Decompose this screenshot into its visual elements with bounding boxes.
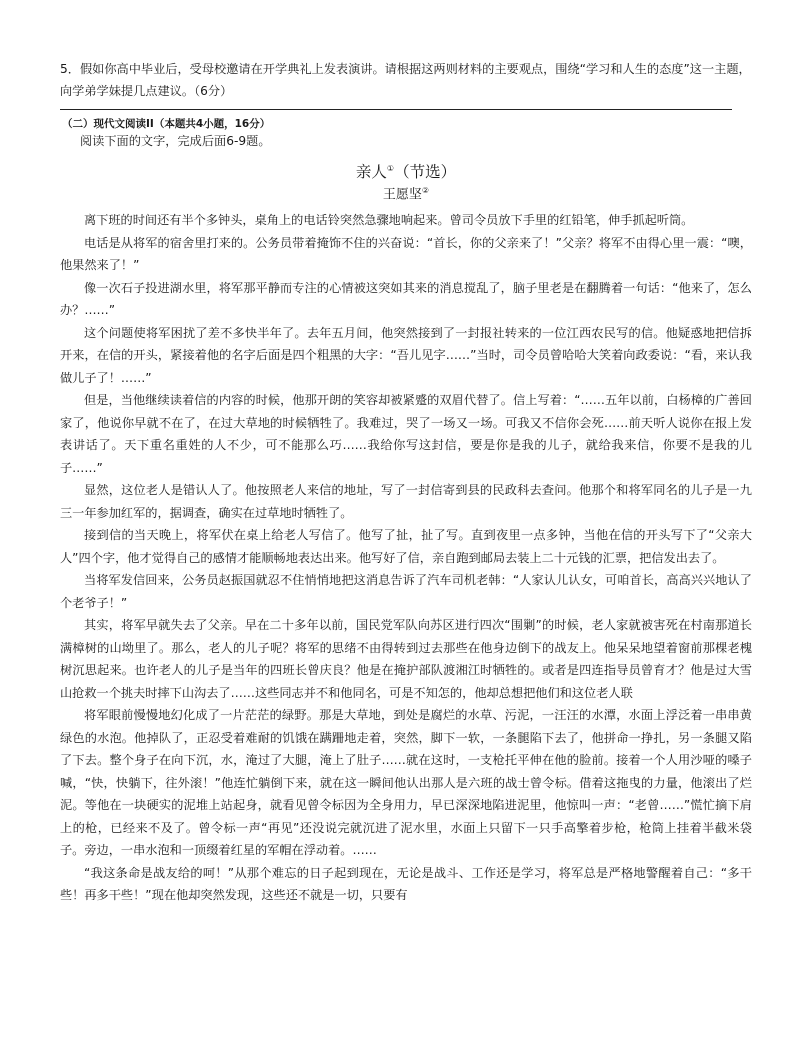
paragraph: 其实，将军早就失去了父亲。早在二十多年以前，国民党军队向苏区进行四次“围剿”的时候，老人家就被害死在村南那道长满樟树的山坳里了。那么，老人的儿子呢？将军的思绪不由得转到过去那些在他身边倒下的战友上。他呆呆地望着窗前那棵老槐树沉思起来。也许老人的儿子是当年的四班长曾庆良？他是在掩护部队渡湘江时牺牲的。或者是四连指导员曾育才？他是过大雪山抢救一个挑夫时摔下山沟去了……这些同志并不和他同名，可是不知怎的，他却总想把他们和这位老人联 <box>60 618 752 700</box>
article-title <box>60 158 752 183</box>
question-5: 5．假如你高中毕业后，受母校邀请在开学典礼上发表演讲。请根据这两则材料的主要观点，围绕“学习和人生的态度”这一主题，向学弟学妹提几点建议。（6分） <box>60 62 751 98</box>
paragraph: 电话是从将军的宿舍里打来的。公务员带着掩饰不住的兴奋说：“首长，你的父亲来了！”父亲？将军不由得心里一震：“噢，他果然来了！” <box>60 235 752 273</box>
paragraph: 离下班的时间还有半个多钟头，桌角上的电话铃突然急骤地响起来。曾司令员放下手里的红铅笔，伸手抓起听筒。 <box>84 213 694 228</box>
author-footnote-marker: ② <box>421 186 430 196</box>
paragraph: 接到信的当天晚上，将军伏在桌上给老人写信了。他写了扯，扯了写。直到夜里一点多钟，当他在信的开头写下了“父亲大人”四个字，他才觉得自己的感情才能顺畅地表达出来。他写好了信，亲自跑到邮局去装上二十元钱的汇票，把信发出去了。 <box>60 528 752 565</box>
article-author <box>60 183 752 203</box>
paragraph: 将军眼前慢慢地幻化成了一片茫茫的绿野。那是大草地，到处是腐烂的水草、污泥，一汪汪的水潭，水面上浮泛着一串串黄绿色的水泡。他掉队了，正忍受着难耐的饥饿在蹒跚地走着，突然，脚下一软，一条腿陷下去了，他拼命一挣扎，另一条腿又陷了下去。整个身子在向下沉，水，淹过了大腿，淹上了肚子……就在这时，一支枪托平伸在他的脸前。接着一个人用沙哑的嗓子喊，“快，快躺下，往外滚！”他连忙躺倒下来，就在这一瞬间他认出那人是六班的战士曾令标。借着这拖曳的力量，他滚出了烂泥。等他在一块硬实的泥堆上站起身，就看见曾令标因为全身用力，早已深深地陷进泥里，他惊叫一声：“老曾……”慌忙摘下肩上的枪，已经来不及了。曾令标一声“再见”还没说完就沉进了泥水里，水面上只留下一只手高擎着步枪，枪筒上挂着半截米袋子。旁边，一串水泡和一顶缀着红星的军帽在浮动着。…… <box>60 708 752 858</box>
paragraph: 显然，这位老人是错认人了。他按照老人来信的地址，写了一封信寄到县的民政科去查问。他那个和将军同名的儿子是一九三一年参加红军的，据调查，确实在过草地时牺牲了。 <box>60 483 752 520</box>
exam-page <box>60 58 752 907</box>
section-title: （二）现代文阅读II（本题共4小题，16分） <box>62 118 271 130</box>
paragraph: 但是，当他继续读着信的内容的时候，他那开朗的笑容却被紧蹙的双眉代替了。信上写着：“……五年以前，白杨樟的广善回家了，他说你早就不在了，在过大草地的时候牺牲了。我难过，哭了一场又一场。可我又不信你会死……前天听人说你在报上发表讲话了。天下重名重姓的人不少，可不能那么巧……我给你写这封信，要是你是我的儿子，就给我来信，你要不是我的儿子……” <box>60 393 752 475</box>
section-divider <box>60 109 732 110</box>
title-footnote-marker: ① <box>386 164 395 173</box>
author-name: 王愿坚 <box>382 187 422 203</box>
paragraph: “我这条命是战友给的呵！”从那个难忘的日子起到现在，无论是战斗、工作还是学习，将军总是严格地警醒着自己：“多干些！再多干些！”现在他却突然发现，这些还不就是一切，只要有 <box>60 865 752 903</box>
paragraph: 当将军发信回来，公务员赵振国就忍不住悄悄地把这消息告诉了汽车司机老韩：“人家认儿认女，可咱首长，高高兴兴地认了个老爷子！” <box>60 573 752 610</box>
reading-instruction: 阅读下面的文字，完成后面6-9题。 <box>80 134 271 148</box>
paragraph: 这个问题使将军困扰了差不多快半年了。去年五月间，他突然接到了一封报社转来的一位江西农民写的信。他疑惑地把信拆开来，在信的开头，紧接着他的名字后面是四个粗黑的大字：“吾儿见字……”当时，司令员曾哈哈大笑着向政委说：“看，来认我做儿子了！……” <box>60 325 752 385</box>
article-title-suffix: （节选） <box>394 163 457 182</box>
article-title-main: 亲人 <box>355 163 387 182</box>
paragraph: 像一次石子投进湖水里，将军那平静而专注的心情被这突如其来的消息搅乱了，脑子里老是在翻腾着一句话：“他来了，怎么办？……” <box>60 280 752 318</box>
